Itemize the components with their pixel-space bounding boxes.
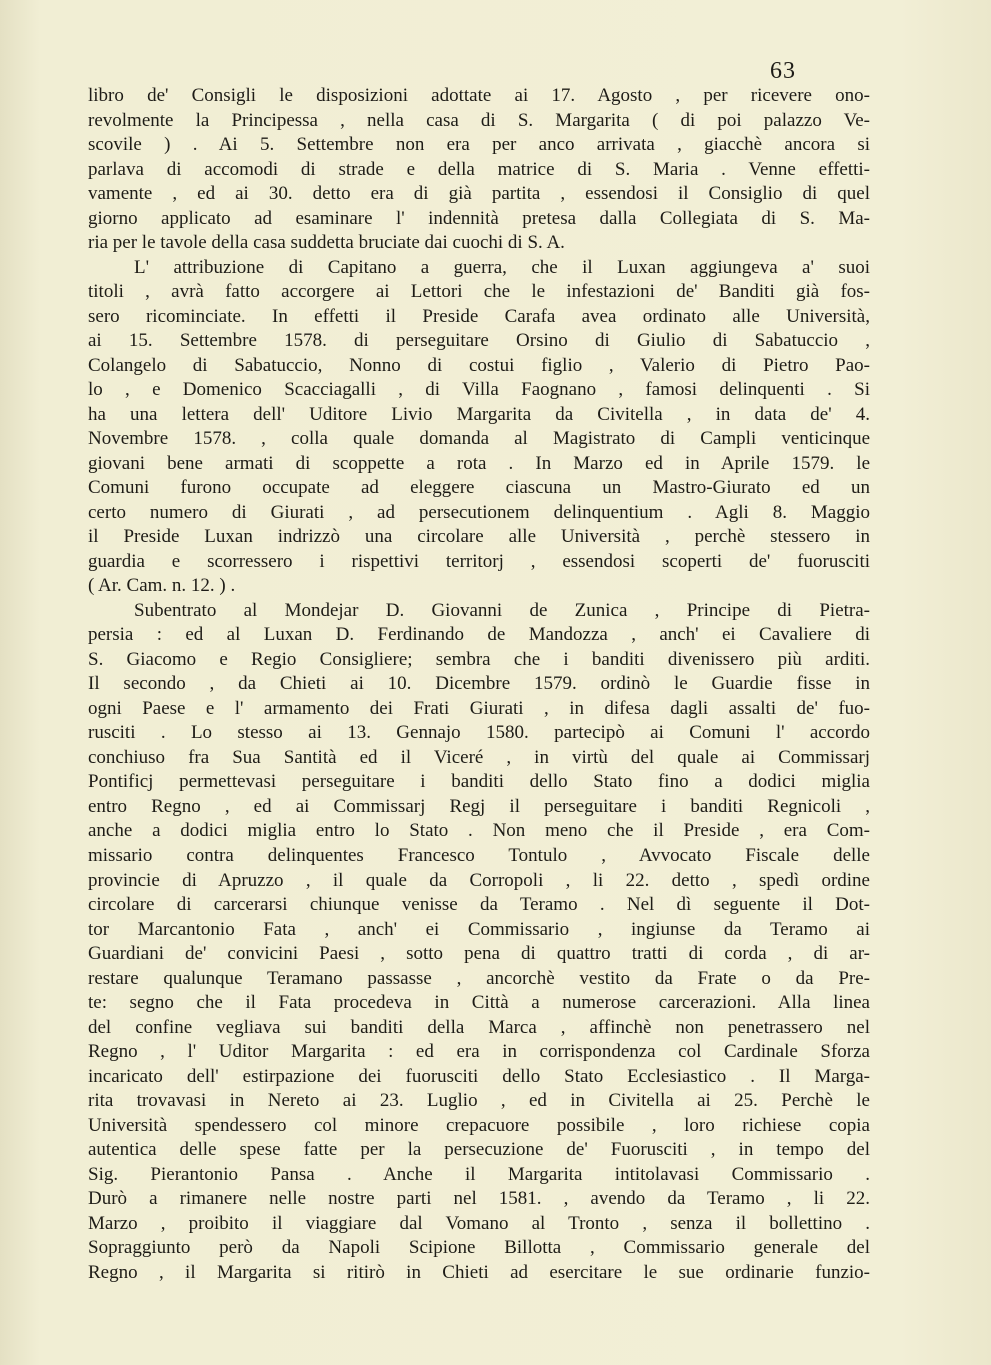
text-line: rita trovavasi in Nereto ai 23. Luglio , ed in Civitella ai 25. Perchè le [88,1090,870,1112]
text-line: parlava di accomodi di strade e della matrice di S. Maria . Venne effetti- [88,158,870,180]
text-line: giorno applicato ad esaminare l' indennità pretesa dalla Collegiata di S. Ma- [88,207,870,229]
text-line: provincie di Apruzzo , il quale da Corropoli , li 22. detto , spedì ordine [88,869,870,891]
text-line: L' attribuzione di Capitano a guerra, che il Luxan aggiungeva a' suoi [134,256,870,278]
text-line: ( Ar. Cam. n. 12. ) . [88,575,236,597]
text-line: autentica delle spese fatte per la persecuzione de' Fuorusciti , in tempo del [88,1139,870,1161]
text-line: revolmente la Principessa , nella casa di S. Margarita ( di poi palazzo Ve- [88,109,870,131]
text-line: Subentrato al Mondejar D. Giovanni de Zunica , Principe di Pietra- [134,599,870,621]
text-line: sero ricominciate. In effetti il Preside Carafa avea ordinato alle Università, [88,305,870,327]
text-line: scovile ) . Ai 5. Settembre non era per anco arrivata , giacchè ancora si [88,134,870,156]
text-line: il Preside Luxan indrizzò una circolare alle Università , perchè stessero in [88,526,870,548]
text-line: S. Giacomo e Regio Consigliere; sembra che i banditi divenissero più arditi. [88,648,870,670]
text-line: ai 15. Settembre 1578. di perseguitare Orsino di Giulio di Sabatuccio , [88,330,870,352]
text-line: conchiuso fra Sua Santità ed il Viceré , in virtù del quale ai Commissarj [88,746,870,768]
text-line: ria per le tavole della casa suddetta bruciate dai cuochi di S. A. [88,232,565,254]
text-line: Comuni furono occupate ad eleggere ciascuna un Mastro-Giurato ed un [88,477,870,499]
text-line: entro Regno , ed ai Commissarj Regj il perseguitare i banditi Regnicoli , [88,795,870,817]
text-line: Sig. Pierantonio Pansa . Anche il Margarita intitolavasi Commissario . [88,1163,870,1185]
text-line: missario contra delinquentes Francesco Tontulo , Avvocato Fiscale delle [88,844,870,866]
text-line: titoli , avrà fatto accorgere ai Lettori che le infestazioni de' Banditi già fos- [88,281,870,303]
page-number: 63 [770,58,796,84]
text-line: rusciti . Lo stesso ai 13. Gennajo 1580. partecipò ai Comuni l' accordo [88,722,870,744]
text-line: Regno , il Margarita si ritirò in Chieti ad esercitare le sue ordinarie funzio- [88,1261,870,1283]
text-line: Marzo , proibito il viaggiare dal Vomano al Tronto , senza il bollettino . [88,1212,870,1234]
text-line: Colangelo di Sabatuccio, Nonno di costui figlio , Valerio di Pietro Pao- [88,354,870,376]
text-line: vamente , ed ai 30. detto era di già partita , essendosi il Consiglio di quel [88,183,870,205]
text-line: Sopraggiunto però da Napoli Scipione Billotta , Commissario generale del [88,1237,870,1259]
text-line: tor Marcantonio Fata , anch' ei Commissario , ingiunse da Teramo ai [88,918,870,940]
text-line: Regno , l' Uditor Margarita : ed era in corrispondenza col Cardinale Sforza [88,1041,870,1063]
text-line: restare qualunque Teramano passasse , ancorchè vestito da Frate o da Pre- [88,967,870,989]
text-line: certo numero di Giurati , ad persecutionem delinquentium . Agli 8. Maggio [88,501,870,523]
text-line: anche a dodici miglia entro lo Stato . Non meno che il Preside , era Com- [88,820,870,842]
text-line: giovani bene armati di scoppette a rota . In Marzo ed in Aprile 1579. le [88,452,870,474]
body-text [88,84,870,1285]
text-line: Guardiani de' convicini Paesi , sotto pena di quattro tratti di corda , di ar- [88,943,870,965]
text-line: circolare di carcerarsi chiunque venisse da Teramo . Nel dì seguente il Dot- [88,894,870,916]
text-line: del confine vegliava sui banditi della Marca , affinchè non penetrassero nel [88,1016,870,1038]
text-line: Università spendessero col minore crepacuore possibile , loro richiese copia [88,1114,870,1136]
text-line: libro de' Consigli le disposizioni adottate ai 17. Agosto , per ricevere ono- [88,85,870,106]
text-line: ha una lettera dell' Uditore Livio Margarita da Civitella , in data de' 4. [88,403,870,425]
text-line: Il secondo , da Chieti ai 10. Dicembre 1579. ordinò le Guardie fisse in [88,673,870,695]
text-line: Durò a rimanere nelle nostre parti nel 1581. , avendo da Teramo , li 22. [88,1188,870,1210]
text-line: guardia e scorressero i rispettivi territorj , essendosi scoperti de' fuorusciti [88,550,870,572]
text-line: Novembre 1578. , colla quale domanda al Magistrato di Campli venticinque [88,428,870,450]
text-line: incaricato dell' estirpazione dei fuorusciti dello Stato Ecclesiastico . Il Marga- [88,1065,870,1087]
text-line: persia : ed al Luxan D. Ferdinando de Mandozza , anch' ei Cavaliere di [88,624,870,646]
text-line: Pontificj permettevasi perseguitare i banditi dello Stato fino a dodici miglia [88,771,870,793]
text-line: ogni Paese e l' armamento dei Frati Giurati , in difesa dagli assalti de' fuo- [88,697,870,719]
text-line: lo , e Domenico Scacciagalli , di Villa Faognano , famosi delinquenti . Si [88,379,870,401]
text-line: te: segno che il Fata procedeva in Città a numerose carcerazioni. Alla linea [88,992,870,1014]
